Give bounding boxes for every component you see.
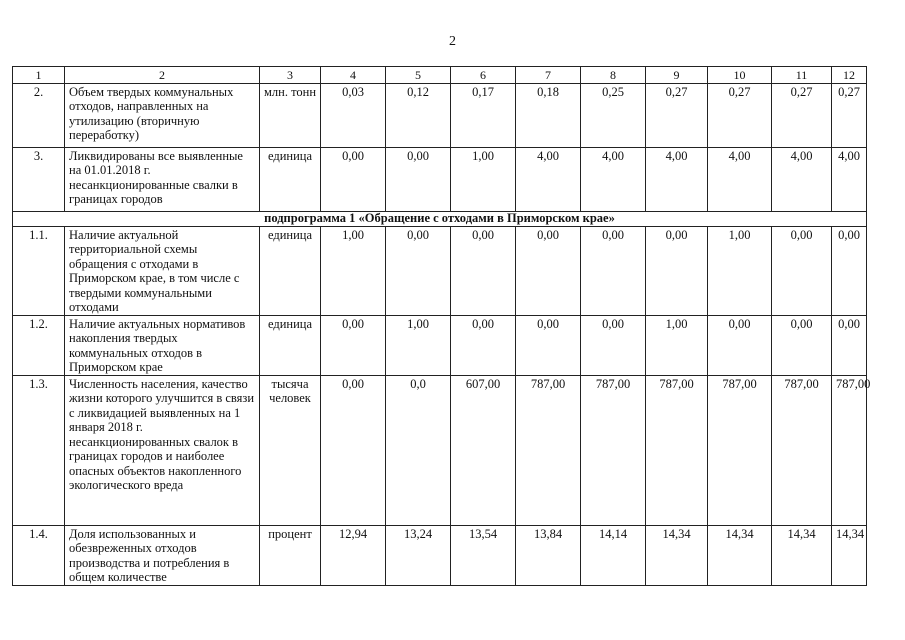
value-cell: 0,27	[832, 83, 867, 147]
value-cell: 1,00	[646, 315, 708, 375]
value-cell: 14,34	[772, 525, 832, 585]
indicator-name: Доля использованных и обезвреженных отходов производства и потребления в общем количестве	[65, 525, 260, 585]
value-cell: 0,00	[451, 315, 516, 375]
indicator-name: Наличие актуальной территориальной схемы обращения с отходами в Приморском крае, в том числе с твердыми коммунальными отходами	[65, 226, 260, 315]
value-cell: 0,00	[321, 375, 386, 525]
column-number: 3	[260, 67, 321, 84]
table-row	[13, 147, 867, 211]
value-cell: 1,00	[386, 315, 451, 375]
table-row	[13, 83, 867, 147]
value-cell: 14,34	[646, 525, 708, 585]
table-row	[13, 525, 867, 585]
value-cell: 787,00	[516, 375, 581, 525]
value-cell: 0,27	[646, 83, 708, 147]
unit: единица	[260, 226, 321, 315]
row-number: 3.	[13, 147, 65, 211]
value-cell: 0,00	[581, 226, 646, 315]
row-number: 1.2.	[13, 315, 65, 375]
indicator-name: Ликвидированы все выявленные на 01.01.2018 г. несанкционированные свалки в границах городов	[65, 147, 260, 211]
table-row	[13, 375, 867, 525]
unit: тысяча человек	[260, 375, 321, 525]
value-cell: 4,00	[646, 147, 708, 211]
value-cell: 14,14	[581, 525, 646, 585]
row-number: 1.3.	[13, 375, 65, 525]
value-cell: 0,00	[832, 226, 867, 315]
value-cell: 0,17	[451, 83, 516, 147]
row-number: 1.4.	[13, 525, 65, 585]
value-cell: 4,00	[772, 147, 832, 211]
row-number: 2.	[13, 83, 65, 147]
value-cell: 0,25	[581, 83, 646, 147]
value-cell: 787,00	[772, 375, 832, 525]
value-cell: 13,54	[451, 525, 516, 585]
column-number: 12	[832, 67, 867, 84]
value-cell: 0,00	[832, 315, 867, 375]
value-cell: 787,00	[581, 375, 646, 525]
value-cell: 0,12	[386, 83, 451, 147]
column-number: 10	[708, 67, 772, 84]
value-cell: 4,00	[832, 147, 867, 211]
value-cell: 1,00	[451, 147, 516, 211]
value-cell: 0,27	[772, 83, 832, 147]
page-number: 2	[449, 34, 456, 49]
column-number: 7	[516, 67, 581, 84]
table-row	[13, 226, 867, 315]
unit: единица	[260, 315, 321, 375]
value-cell: 13,84	[516, 525, 581, 585]
value-cell: 0,00	[386, 147, 451, 211]
value-cell: 12,94	[321, 525, 386, 585]
column-number: 2	[65, 67, 260, 84]
subprogram-title: подпрограмма 1 «Обращение с отходами в Приморском крае»	[13, 211, 867, 226]
value-cell: 4,00	[708, 147, 772, 211]
value-cell: 787,00	[646, 375, 708, 525]
value-cell: 0,00	[516, 315, 581, 375]
value-cell: 0,00	[772, 315, 832, 375]
value-cell: 0,00	[646, 226, 708, 315]
indicator-name: Объем твердых коммунальных отходов, направленных на утилизацию (вторичную переработку)	[65, 83, 260, 147]
value-cell: 0,00	[708, 315, 772, 375]
column-number: 4	[321, 67, 386, 84]
indicators-table	[12, 66, 871, 586]
column-number: 6	[451, 67, 516, 84]
value-cell: 0,00	[321, 315, 386, 375]
value-cell: 4,00	[516, 147, 581, 211]
value-cell: 14,34	[708, 525, 772, 585]
value-cell: 0,0	[386, 375, 451, 525]
value-cell: 4,00	[581, 147, 646, 211]
value-cell: 0,00	[516, 226, 581, 315]
column-number: 5	[386, 67, 451, 84]
column-number: 9	[646, 67, 708, 84]
value-cell: 0,18	[516, 83, 581, 147]
table-row	[13, 315, 867, 375]
value-cell: 0,00	[772, 226, 832, 315]
value-cell: 787,00	[708, 375, 772, 525]
column-number-row	[13, 67, 867, 84]
value-cell: 13,24	[386, 525, 451, 585]
column-number: 1	[13, 67, 65, 84]
unit: процент	[260, 525, 321, 585]
unit: млн. тонн	[260, 83, 321, 147]
value-cell: 0,00	[386, 226, 451, 315]
indicator-name: Наличие актуальных нормативов накопления твердых коммунальных отходов в Приморском крае	[65, 315, 260, 375]
column-number: 11	[772, 67, 832, 84]
indicator-name: Численность населения, качество жизни которого улучшится в связи с ликвидацией выявленных на 1 января 2018 г. несанкционированных свалок в границах городов и наиболее опасных объектов накопленного экологического вреда	[65, 375, 260, 525]
value-cell: 1,00	[708, 226, 772, 315]
column-number: 8	[581, 67, 646, 84]
value-cell: 14,34	[832, 525, 867, 585]
value-cell: 0,00	[581, 315, 646, 375]
subprogram-row	[13, 211, 867, 226]
value-cell: 787,00	[832, 375, 867, 525]
value-cell: 0,03	[321, 83, 386, 147]
value-cell: 1,00	[321, 226, 386, 315]
unit: единица	[260, 147, 321, 211]
value-cell: 607,00	[451, 375, 516, 525]
value-cell: 0,27	[708, 83, 772, 147]
value-cell: 0,00	[451, 226, 516, 315]
row-number: 1.1.	[13, 226, 65, 315]
value-cell: 0,00	[321, 147, 386, 211]
